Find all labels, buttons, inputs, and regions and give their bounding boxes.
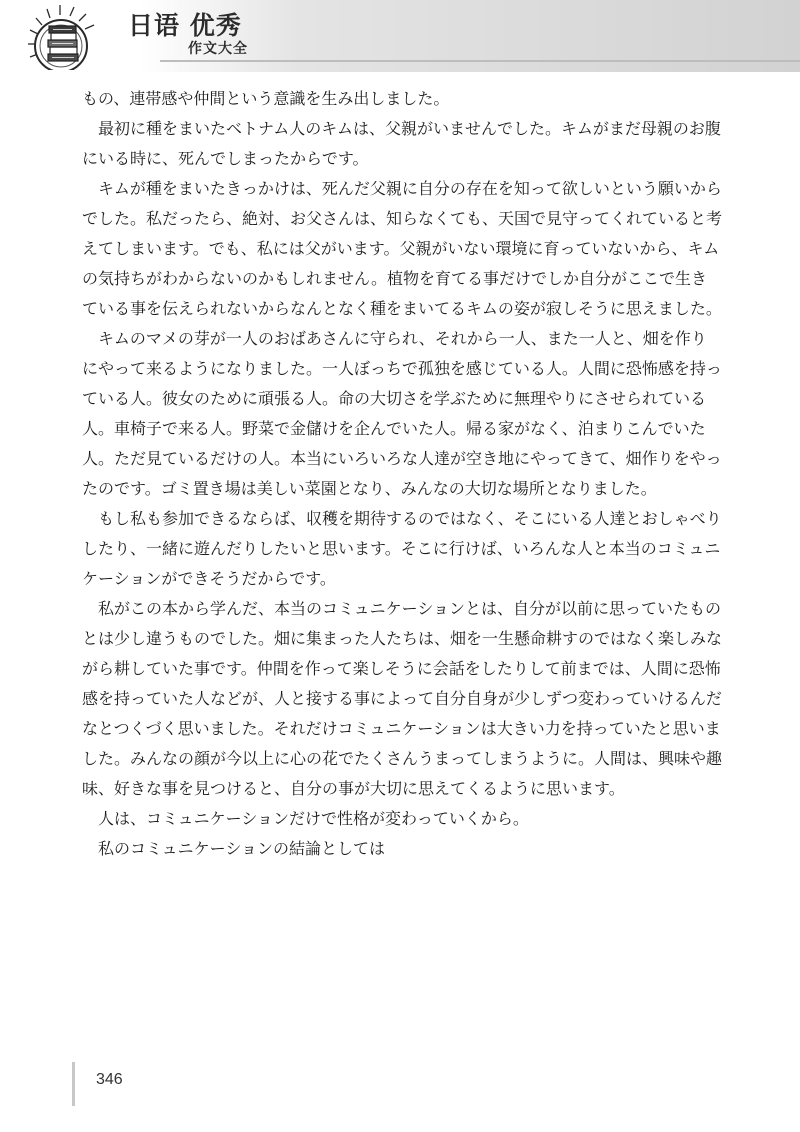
paragraph: もの、連帯感や仲間という意識を生み出しました。 bbox=[82, 89, 450, 108]
page-number: 346 bbox=[96, 1071, 123, 1088]
page-number-bar bbox=[72, 1062, 75, 1106]
essay-body bbox=[82, 84, 722, 864]
header-rule bbox=[160, 60, 800, 62]
paragraph: もし私も参加できるならば、収穫を期待するのではなく、そこにいる人達とおしゃべりしたり、一緒に遊んだりしたいと思います。そこに行けば、いろんな人と本当のコミュニケーションができそうだからです。 bbox=[82, 509, 722, 588]
paragraph: 最初に種をまいたベトナム人のキムは、父親がいませんでした。キムがまだ母親のお腹にいる時に、死んでしまったからです。 bbox=[82, 119, 721, 168]
paragraph: 人は、コミュニケーションだけで性格が変わっていくから。 bbox=[98, 809, 529, 828]
series-title: 日语 优秀 bbox=[128, 11, 242, 40]
book-stack-icon bbox=[28, 4, 128, 70]
paragraph: 私のコミュニケーションの結論としては bbox=[98, 839, 386, 858]
series-subtitle: 作文大全 bbox=[188, 41, 248, 57]
paragraph: キムのマメの芽が一人のおばあさんに守られ、それから一人、また一人と、畑を作りにやって来るようになりました。一人ぼっちで孤独を感じている人。人間に恐怖感を持っている人。彼女のために頑張る人。命の大切さを学ぶために無理やりにさせられている人。車椅子で来る人。野菜で金儲けを企んでいた人。帰る家がなく、泊まりこんでいた人。ただ見ているだけの人。本当にいろいろな人達が空き地にやってきて、畑作りをやったのです。ゴミ置き場は美しい菜園となり、みんなの大切な場所となりました。 bbox=[82, 329, 722, 498]
paragraph: 私がこの本から学んだ、本当のコミュニケーションとは、自分が以前に思っていたものとは少し違うものでした。畑に集まった人たちは、畑を一生懸命耕すのではなく楽しみながら耕していた事です。仲間を作って楽しそうに会話をしたりして前までは、人間に恐怖感を持っていた人などが、人と接する事によって自分自身が少しずつ変わっていけるんだなとつくづく思いました。それだけコミュニケーションは大きい力を持っていたと思いました。みんなの顔が今以上に心の花でたくさんうまってしまうように。人間は、興味や趣味、好きな事を見つけると、自分の事が大切に思えてくるように思います。 bbox=[82, 599, 723, 798]
paragraph: キムが種をまいたきっかけは、死んだ父親に自分の存在を知って欲しいという願いからでした。私だったら、絶対、お父さんは、知らなくても、天国で見守ってくれていると考えてしまいます。でも、私には父がいます。父親がいない環境に育っていないから、キムの気持ちがわからないのかもしれません。植物を育てる事だけでしか自分がここで生きている事を伝えられないからなんとなく種をまいてるキムの姿が寂しそうに思えました。 bbox=[82, 179, 723, 318]
